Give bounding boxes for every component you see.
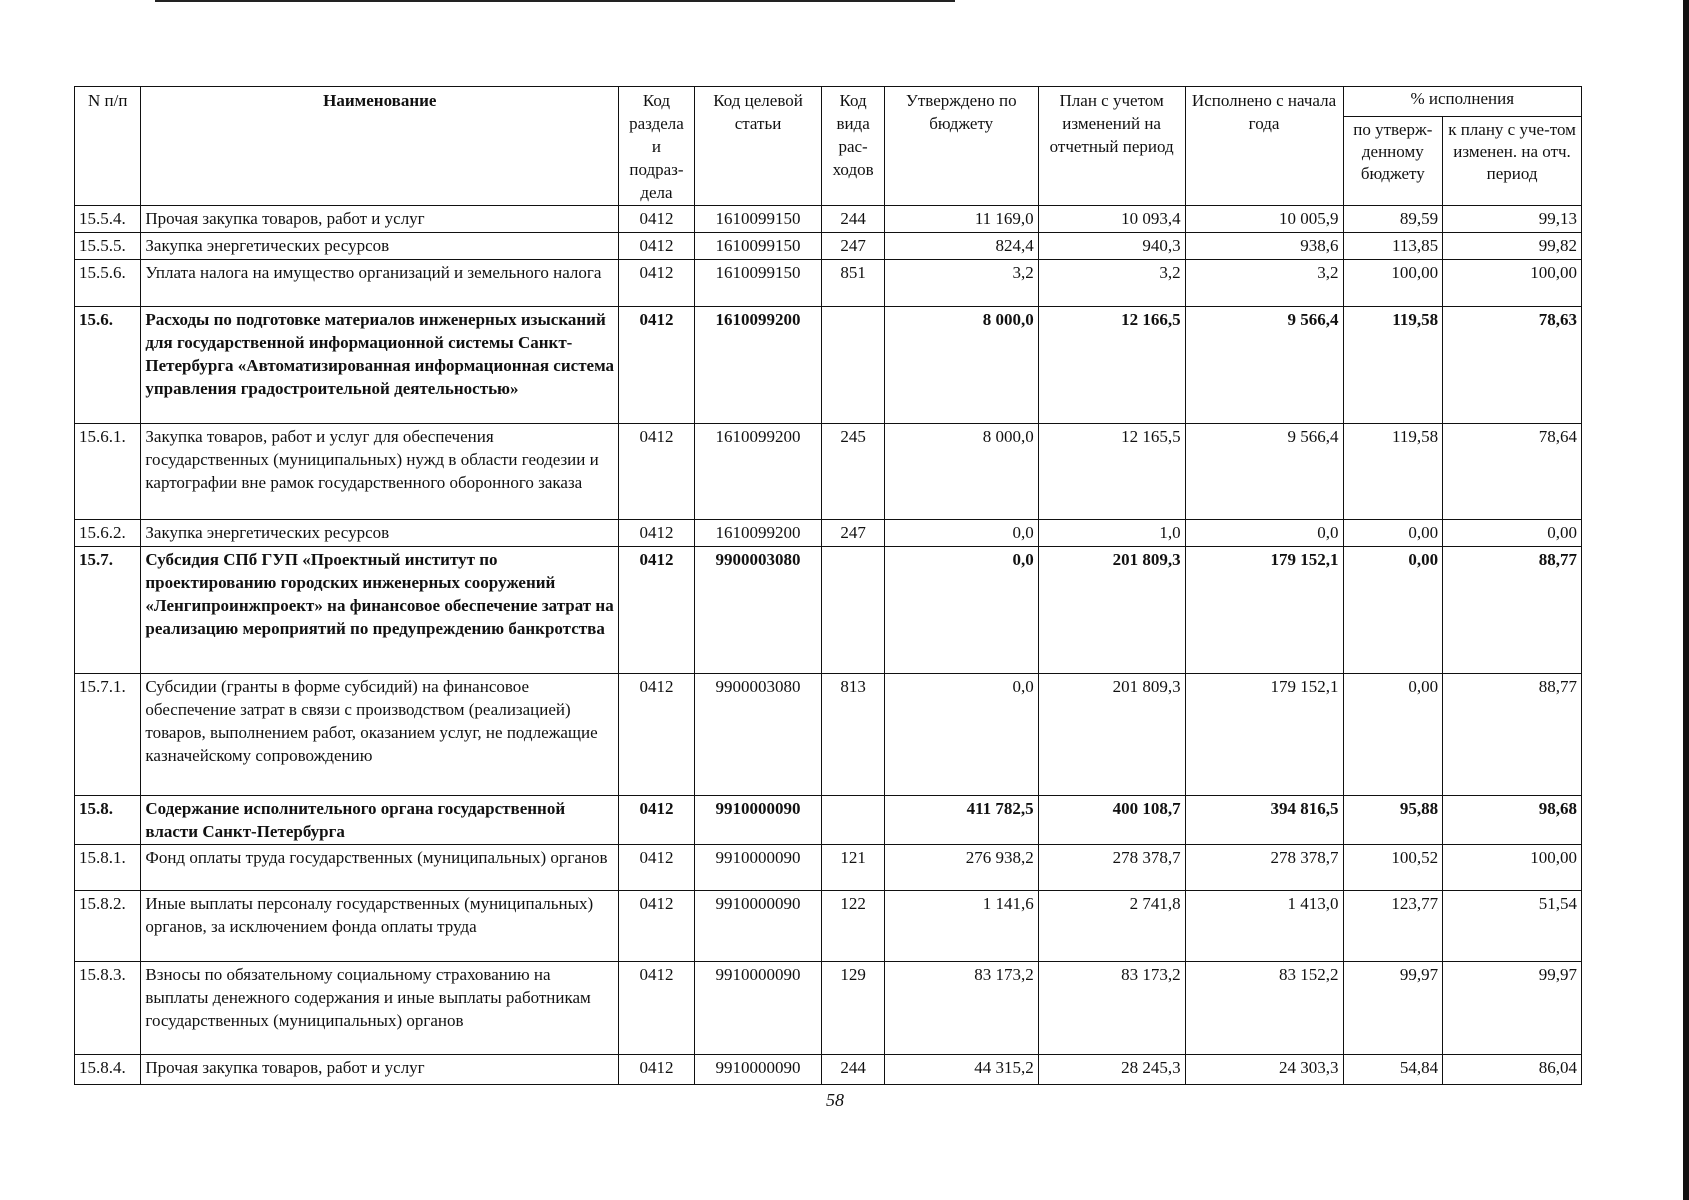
cell-razdel: 0412 bbox=[619, 206, 694, 233]
cell-npp: 15.5.6. bbox=[75, 260, 141, 307]
header-name: Наименование bbox=[141, 87, 619, 206]
cell-pct-budget: 100,00 bbox=[1343, 260, 1443, 307]
cell-ispolneno: 394 816,5 bbox=[1185, 796, 1343, 845]
cell-npp: 15.7.1. bbox=[75, 674, 141, 796]
cell-celevaya: 9910000090 bbox=[694, 845, 822, 891]
cell-ispolneno: 278 378,7 bbox=[1185, 845, 1343, 891]
cell-pct-plan: 98,68 bbox=[1443, 796, 1582, 845]
cell-npp: 15.8. bbox=[75, 796, 141, 845]
cell-utverzhdeno: 824,4 bbox=[884, 233, 1038, 260]
cell-vid bbox=[822, 796, 884, 845]
table-row bbox=[75, 962, 1582, 1055]
cell-utverzhdeno: 0,0 bbox=[884, 674, 1038, 796]
cell-celevaya: 9900003080 bbox=[694, 674, 822, 796]
table-row bbox=[75, 260, 1582, 307]
cell-utverzhdeno: 83 173,2 bbox=[884, 962, 1038, 1055]
cell-vid: 813 bbox=[822, 674, 884, 796]
cell-pct-budget: 89,59 bbox=[1343, 206, 1443, 233]
cell-ispolneno: 9 566,4 bbox=[1185, 424, 1343, 520]
table-header-row bbox=[75, 87, 1582, 117]
cell-vid: 122 bbox=[822, 891, 884, 962]
table-row bbox=[75, 891, 1582, 962]
cell-pct-budget: 0,00 bbox=[1343, 520, 1443, 547]
cell-name: Прочая закупка товаров, работ и услуг bbox=[141, 206, 619, 233]
cell-ispolneno: 10 005,9 bbox=[1185, 206, 1343, 233]
cell-vid: 121 bbox=[822, 845, 884, 891]
cell-plan: 83 173,2 bbox=[1038, 962, 1185, 1055]
cell-npp: 15.8.2. bbox=[75, 891, 141, 962]
cell-vid: 851 bbox=[822, 260, 884, 307]
header-pct-budget: по утверж-денному бюджету bbox=[1343, 117, 1443, 206]
cell-vid: 244 bbox=[822, 206, 884, 233]
header-pct-plan: к плану с уче-том изменен. на отч. период bbox=[1443, 117, 1582, 206]
header-utverzhdeno: Утверждено по бюджету bbox=[884, 87, 1038, 206]
table-row bbox=[75, 845, 1582, 891]
cell-ispolneno: 938,6 bbox=[1185, 233, 1343, 260]
cell-pct-budget: 100,52 bbox=[1343, 845, 1443, 891]
cell-pct-plan: 99,97 bbox=[1443, 962, 1582, 1055]
table-row bbox=[75, 307, 1582, 424]
cell-vid: 129 bbox=[822, 962, 884, 1055]
cell-name: Субсидия СПб ГУП «Проектный институт по проектированию городских инженерных сооружений «Ленгипроинжпроект» на финансовое обеспечение затрат на реализацию мероприятий по предупреждению банкротства bbox=[141, 547, 619, 674]
cell-utverzhdeno: 3,2 bbox=[884, 260, 1038, 307]
cell-utverzhdeno: 11 169,0 bbox=[884, 206, 1038, 233]
header-plan: План с учетом изменений на отчетный период bbox=[1038, 87, 1185, 206]
cell-name: Закупка товаров, работ и услуг для обеспечения государственных (муниципальных) нужд в области геодезии и картографии вне рамок государственного оборонного заказа bbox=[141, 424, 619, 520]
cell-ispolneno: 3,2 bbox=[1185, 260, 1343, 307]
cell-pct-plan: 0,00 bbox=[1443, 520, 1582, 547]
table-row bbox=[75, 547, 1582, 674]
cell-pct-budget: 119,58 bbox=[1343, 424, 1443, 520]
cell-pct-budget: 95,88 bbox=[1343, 796, 1443, 845]
cell-plan: 28 245,3 bbox=[1038, 1055, 1185, 1085]
cell-razdel: 0412 bbox=[619, 547, 694, 674]
cell-vid: 247 bbox=[822, 233, 884, 260]
cell-razdel: 0412 bbox=[619, 260, 694, 307]
cell-plan: 278 378,7 bbox=[1038, 845, 1185, 891]
cell-npp: 15.6. bbox=[75, 307, 141, 424]
cell-npp: 15.7. bbox=[75, 547, 141, 674]
cell-name: Фонд оплаты труда государственных (муниципальных) органов bbox=[141, 845, 619, 891]
header-ispolneno: Исполнено с начала года bbox=[1185, 87, 1343, 206]
cell-celevaya: 9910000090 bbox=[694, 1055, 822, 1085]
cell-utverzhdeno: 276 938,2 bbox=[884, 845, 1038, 891]
cell-pct-plan: 100,00 bbox=[1443, 260, 1582, 307]
cell-ispolneno: 83 152,2 bbox=[1185, 962, 1343, 1055]
cell-pct-plan: 99,13 bbox=[1443, 206, 1582, 233]
cell-plan: 1,0 bbox=[1038, 520, 1185, 547]
cell-npp: 15.5.5. bbox=[75, 233, 141, 260]
cell-razdel: 0412 bbox=[619, 891, 694, 962]
cell-pct-budget: 99,97 bbox=[1343, 962, 1443, 1055]
cell-celevaya: 9910000090 bbox=[694, 796, 822, 845]
cell-vid bbox=[822, 307, 884, 424]
top-rule-fragment bbox=[155, 0, 955, 5]
cell-plan: 3,2 bbox=[1038, 260, 1185, 307]
cell-utverzhdeno: 8 000,0 bbox=[884, 307, 1038, 424]
cell-celevaya: 1610099200 bbox=[694, 424, 822, 520]
cell-plan: 201 809,3 bbox=[1038, 547, 1185, 674]
cell-pct-plan: 99,82 bbox=[1443, 233, 1582, 260]
cell-name: Расходы по подготовке материалов инженерных изысканий для государственной информационной системы Санкт-Петербурга «Автоматизированная информационная система управления градостроительной деятельностью» bbox=[141, 307, 619, 424]
cell-utverzhdeno: 0,0 bbox=[884, 520, 1038, 547]
cell-npp: 15.6.2. bbox=[75, 520, 141, 547]
cell-celevaya: 1610099150 bbox=[694, 206, 822, 233]
cell-plan: 940,3 bbox=[1038, 233, 1185, 260]
cell-npp: 15.5.4. bbox=[75, 206, 141, 233]
cell-razdel: 0412 bbox=[619, 233, 694, 260]
header-razdel: Код раздела и подраз-дела bbox=[619, 87, 694, 206]
scan-edge bbox=[1683, 0, 1689, 1200]
cell-utverzhdeno: 0,0 bbox=[884, 547, 1038, 674]
cell-razdel: 0412 bbox=[619, 796, 694, 845]
cell-utverzhdeno: 8 000,0 bbox=[884, 424, 1038, 520]
cell-pct-plan: 88,77 bbox=[1443, 547, 1582, 674]
cell-ispolneno: 0,0 bbox=[1185, 520, 1343, 547]
cell-celevaya: 9910000090 bbox=[694, 891, 822, 962]
cell-pct-plan: 86,04 bbox=[1443, 1055, 1582, 1085]
cell-vid bbox=[822, 547, 884, 674]
cell-celevaya: 1610099200 bbox=[694, 307, 822, 424]
cell-pct-plan: 100,00 bbox=[1443, 845, 1582, 891]
table-row bbox=[75, 424, 1582, 520]
cell-name: Прочая закупка товаров, работ и услуг bbox=[141, 1055, 619, 1085]
table-body bbox=[75, 206, 1582, 1085]
cell-celevaya: 9910000090 bbox=[694, 962, 822, 1055]
cell-ispolneno: 9 566,4 bbox=[1185, 307, 1343, 424]
cell-plan: 12 165,5 bbox=[1038, 424, 1185, 520]
cell-celevaya: 9900003080 bbox=[694, 547, 822, 674]
cell-razdel: 0412 bbox=[619, 845, 694, 891]
cell-plan: 400 108,7 bbox=[1038, 796, 1185, 845]
cell-razdel: 0412 bbox=[619, 520, 694, 547]
cell-vid: 247 bbox=[822, 520, 884, 547]
cell-utverzhdeno: 44 315,2 bbox=[884, 1055, 1038, 1085]
cell-razdel: 0412 bbox=[619, 424, 694, 520]
table-row bbox=[75, 206, 1582, 233]
cell-celevaya: 1610099150 bbox=[694, 260, 822, 307]
cell-name: Закупка энергетических ресурсов bbox=[141, 233, 619, 260]
table-row bbox=[75, 520, 1582, 547]
cell-ispolneno: 179 152,1 bbox=[1185, 674, 1343, 796]
cell-npp: 15.8.4. bbox=[75, 1055, 141, 1085]
cell-ispolneno: 24 303,3 bbox=[1185, 1055, 1343, 1085]
cell-pct-plan: 78,64 bbox=[1443, 424, 1582, 520]
cell-npp: 15.8.3. bbox=[75, 962, 141, 1055]
table-row bbox=[75, 796, 1582, 845]
header-vid: Код вида рас-ходов bbox=[822, 87, 884, 206]
cell-celevaya: 1610099200 bbox=[694, 520, 822, 547]
cell-name: Уплата налога на имущество организаций и земельного налога bbox=[141, 260, 619, 307]
cell-plan: 10 093,4 bbox=[1038, 206, 1185, 233]
cell-pct-plan: 88,77 bbox=[1443, 674, 1582, 796]
cell-pct-plan: 78,63 bbox=[1443, 307, 1582, 424]
cell-name: Субсидии (гранты в форме субсидий) на финансовое обеспечение затрат в связи с производством (реализацией) товаров, выполнением работ, оказанием услуг, не подлежащие казначейскому сопровождению bbox=[141, 674, 619, 796]
cell-npp: 15.8.1. bbox=[75, 845, 141, 891]
cell-pct-budget: 54,84 bbox=[1343, 1055, 1443, 1085]
cell-name: Содержание исполнительного органа государственной власти Санкт-Петербурга bbox=[141, 796, 619, 845]
cell-ispolneno: 1 413,0 bbox=[1185, 891, 1343, 962]
page-number: 58 bbox=[826, 1090, 844, 1110]
cell-pct-budget: 123,77 bbox=[1343, 891, 1443, 962]
cell-ispolneno: 179 152,1 bbox=[1185, 547, 1343, 674]
header-celevaya: Код целевой статьи bbox=[694, 87, 822, 206]
budget-execution-table bbox=[74, 86, 1582, 1085]
cell-utverzhdeno: 1 141,6 bbox=[884, 891, 1038, 962]
cell-npp: 15.6.1. bbox=[75, 424, 141, 520]
cell-razdel: 0412 bbox=[619, 307, 694, 424]
cell-name: Закупка энергетических ресурсов bbox=[141, 520, 619, 547]
cell-pct-budget: 113,85 bbox=[1343, 233, 1443, 260]
cell-celevaya: 1610099150 bbox=[694, 233, 822, 260]
cell-vid: 245 bbox=[822, 424, 884, 520]
cell-vid: 244 bbox=[822, 1055, 884, 1085]
cell-razdel: 0412 bbox=[619, 962, 694, 1055]
cell-pct-budget: 0,00 bbox=[1343, 674, 1443, 796]
header-npp: N п/п bbox=[75, 87, 141, 206]
cell-name: Иные выплаты персоналу государственных (муниципальных) органов, за исключением фонда оплаты труда bbox=[141, 891, 619, 962]
cell-razdel: 0412 bbox=[619, 674, 694, 796]
cell-plan: 12 166,5 bbox=[1038, 307, 1185, 424]
table-row bbox=[75, 233, 1582, 260]
cell-plan: 2 741,8 bbox=[1038, 891, 1185, 962]
cell-utverzhdeno: 411 782,5 bbox=[884, 796, 1038, 845]
cell-pct-budget: 0,00 bbox=[1343, 547, 1443, 674]
table-row bbox=[75, 1055, 1582, 1085]
cell-razdel: 0412 bbox=[619, 1055, 694, 1085]
cell-pct-budget: 119,58 bbox=[1343, 307, 1443, 424]
cell-plan: 201 809,3 bbox=[1038, 674, 1185, 796]
cell-name: Взносы по обязательному социальному страхованию на выплаты денежного содержания и иные выплаты работникам государственных (муниципальных) органов bbox=[141, 962, 619, 1055]
table-row bbox=[75, 674, 1582, 796]
cell-pct-plan: 51,54 bbox=[1443, 891, 1582, 962]
header-pct-group: % исполнения bbox=[1343, 87, 1582, 117]
